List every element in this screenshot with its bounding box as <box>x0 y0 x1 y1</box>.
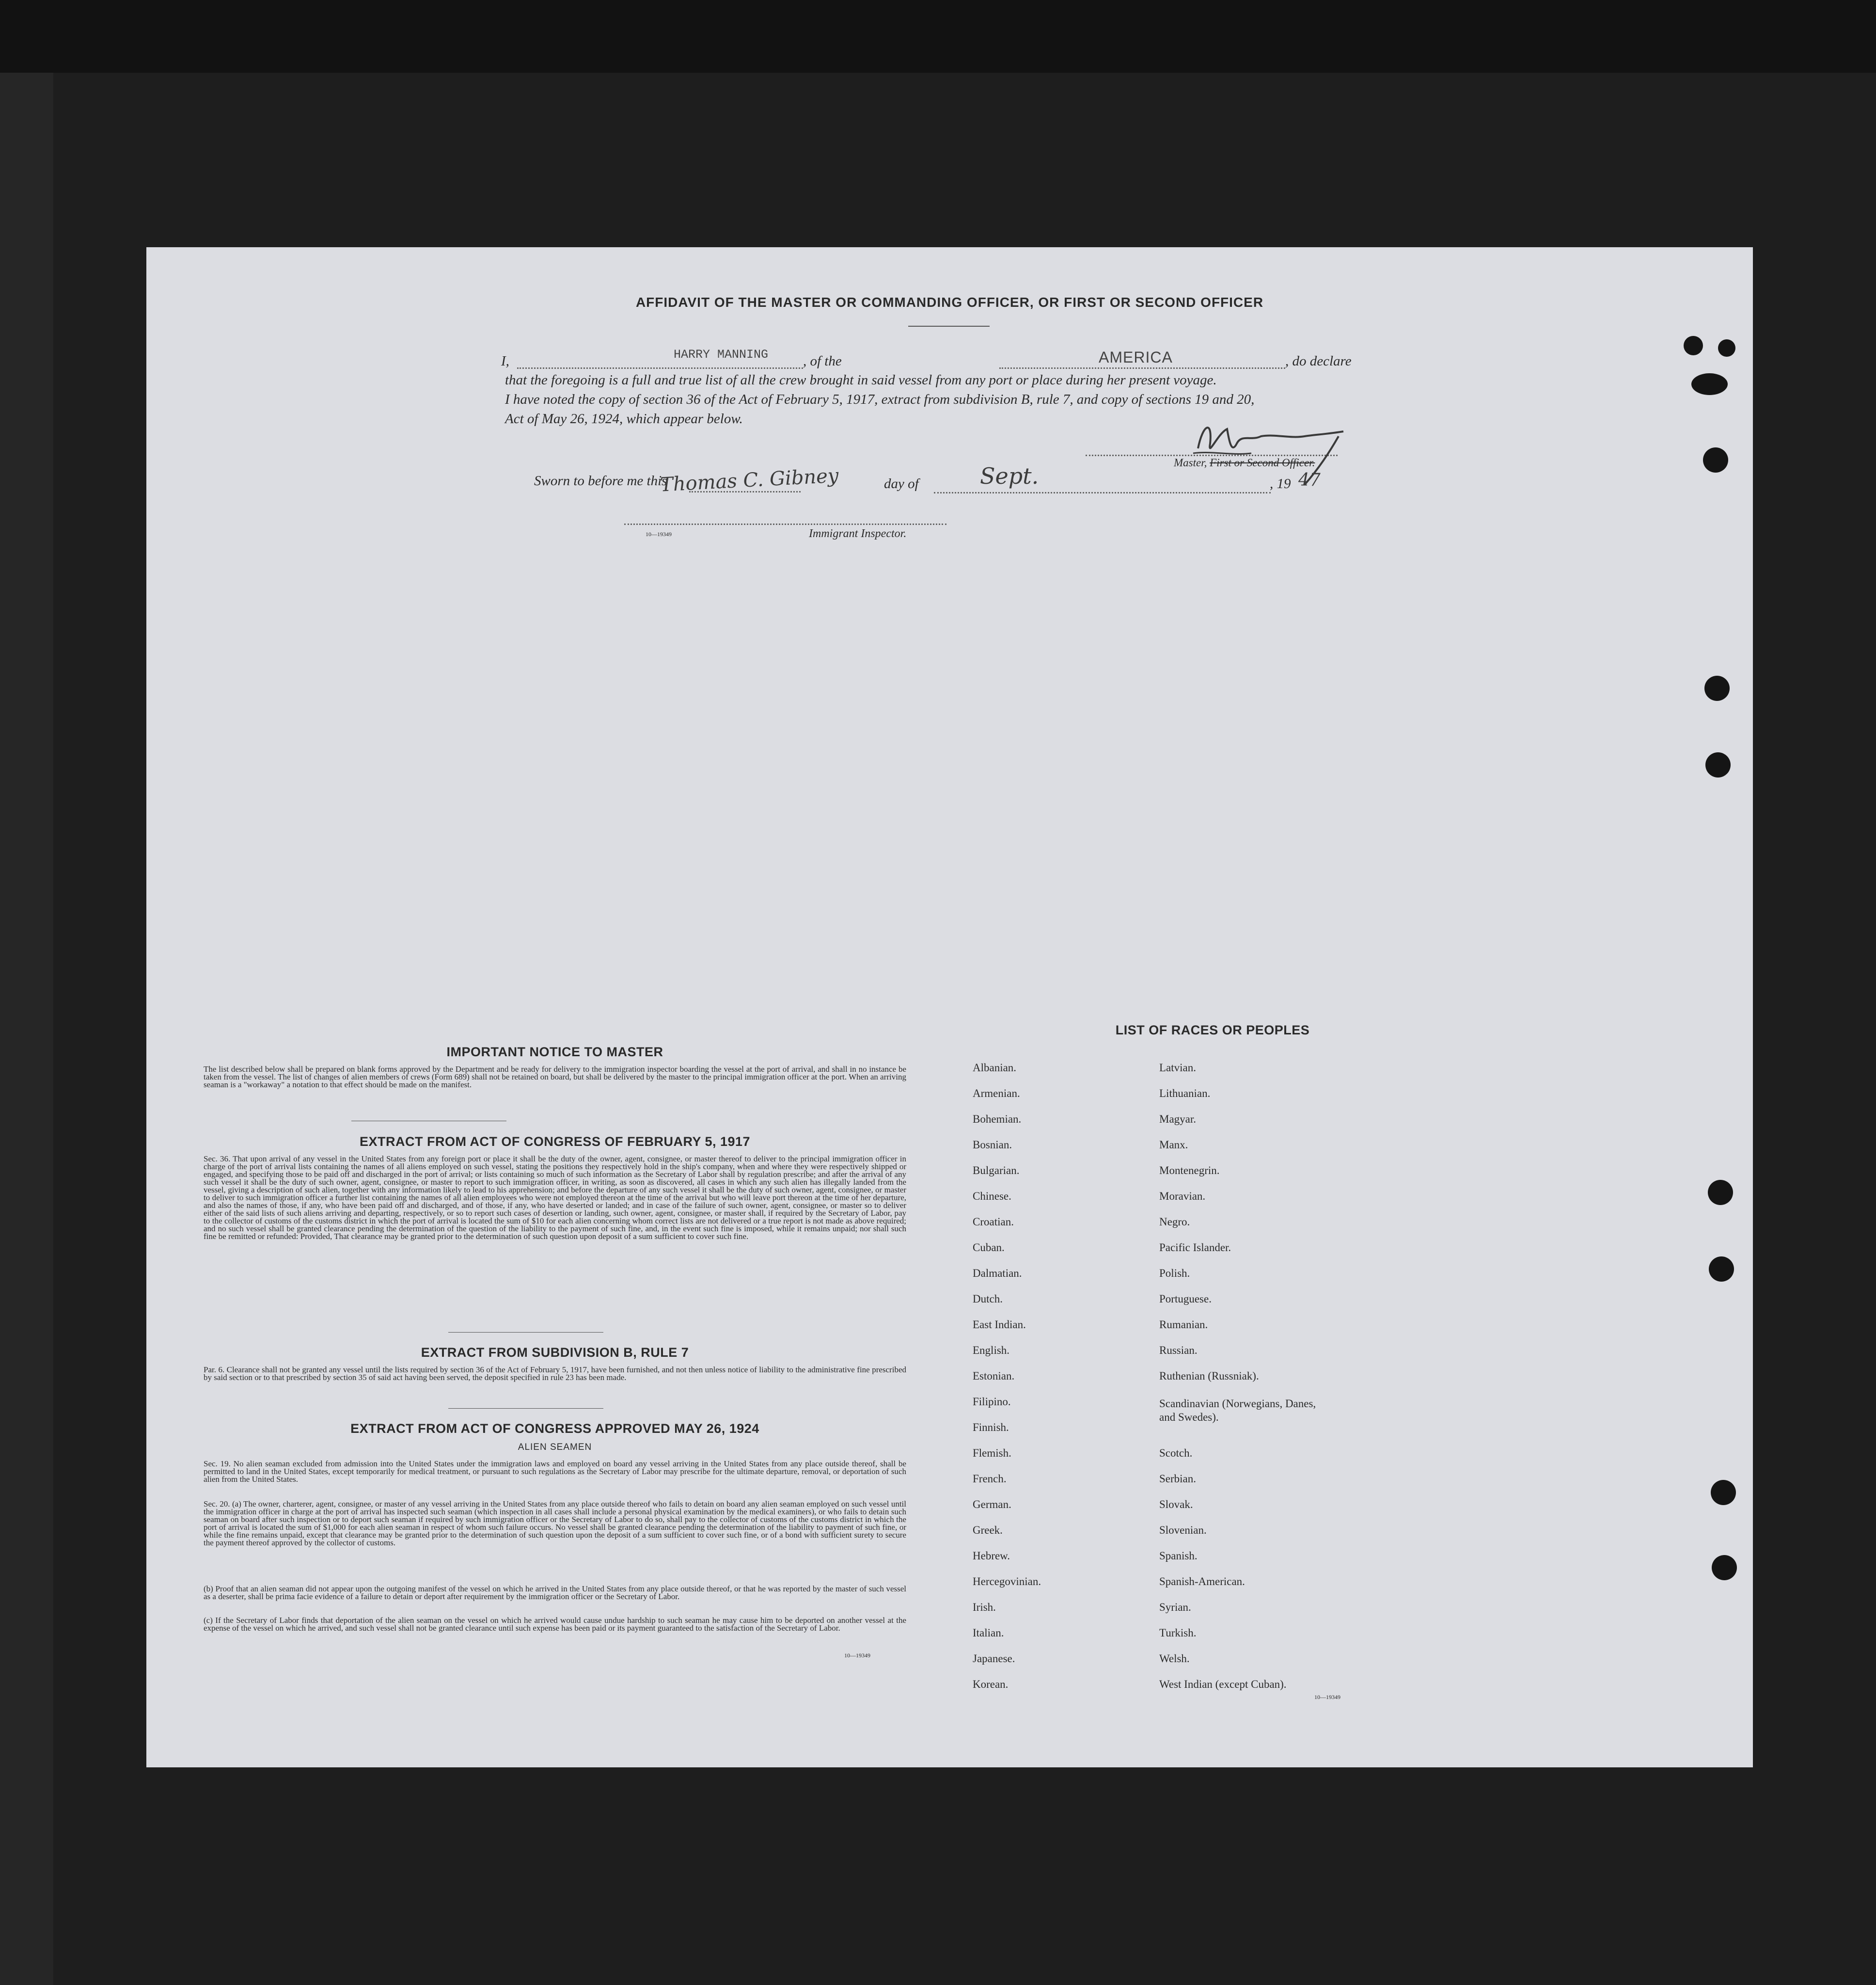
extract-1917-divider <box>448 1332 603 1333</box>
title-underline <box>908 326 990 327</box>
punch-hole <box>1712 1555 1737 1580</box>
master-officer-label <box>1174 457 1315 469</box>
of-the-label: , of the <box>803 353 842 369</box>
punch-hole <box>1703 447 1728 473</box>
year-field: 47 <box>1298 470 1321 490</box>
race-left-item: Bohemian. <box>973 1113 1022 1125</box>
race-right-item: Spanish-American. <box>1159 1575 1245 1588</box>
scan-top-border <box>0 0 1876 73</box>
races-title: LIST OF RACES OR PEOPLES <box>1115 1023 1310 1037</box>
sworn-label: Sworn to before me this <box>534 473 667 489</box>
extract-1924-subtitle: ALIEN SEAMEN <box>518 1442 592 1452</box>
race-left-item: Filipino. <box>973 1396 1011 1408</box>
inspector-label: Immigrant Inspector. <box>809 527 907 540</box>
race-left-item: Estonian. <box>973 1370 1015 1382</box>
notice-text: The list described below shall be prepared on blank forms approved by the Department and be ready for delivery to the immigration inspector boarding the vessel at the port of arrival, and shall in no instance be taken from the vessel. The list of changes of alien members of crews (Form 689) shall not be retained on board, but shall be delivered by the master to the principal immigration officer at the port. When an arriving seaman is a "workaway" a notation to that effect should be made on the manifest. <box>204 1064 906 1089</box>
race-right-item: Scandinavian (Norwegians, Danes, and Swedes). <box>1159 1397 1316 1423</box>
races-form-number: 10—19349 <box>1314 1694 1340 1700</box>
race-left-item: Japanese. <box>973 1652 1015 1665</box>
race-right-item: Ruthenian (Russniak). <box>1159 1370 1259 1382</box>
month-field: Sept. <box>980 463 1039 489</box>
punch-hole <box>1718 339 1735 357</box>
race-right-item: Russian. <box>1159 1344 1198 1356</box>
affidavit-title: AFFIDAVIT OF THE MASTER OR COMMANDING OFFICER, OR FIRST OR SECOND OFFICER <box>635 295 1264 310</box>
extract-rule7-text: Par. 6. Clearance shall not be granted any vessel until the lists required by section 36 of the Act of February 5, 1917, have been furnished, and not then unless notice of liability to the administrative fine prescribed by said section or to that prescribed by section 35 of said act having been served, the deposit specified in rule 23 has been made. <box>204 1365 906 1382</box>
master-name-line <box>517 367 803 369</box>
race-left-item: Hebrew. <box>973 1550 1010 1562</box>
master-signature <box>1183 414 1348 487</box>
punch-hole <box>1711 1480 1736 1505</box>
race-left-item: Bosnian. <box>973 1139 1012 1151</box>
race-left-item: Dutch. <box>973 1293 1003 1305</box>
punch-hole <box>1704 676 1730 701</box>
extract-1917-text: Sec. 36. That upon arrival of any vessel in the United States from any foreign port or place it shall be the duty of the owner, agent, consignee, or master thereof to deliver to the principal immigration officer in charge of the port of arrival lists containing the names of all aliens employed on such vessel, stating the positions they respectively hold in the ship's company, when and where they were respectively shipped or engaged, and specifying those to be paid off and discharged in the port of arrival; or lists containing so much of such information as the Secretary of Labor shall by regulation prescribe; and after the arrival of any such vessel it shall be the duty of such owner, agent, consignee, or master to report to such immigration officer, in writing, as soon as discovered, all cases in which any such alien has illegally landed from the vessel, giving a description of such alien, together with any information likely to lead to his apprehension; and before the departure of any such vessel it shall be the duty of such owner, agent, consignee, or master to deliver to such immigration officer a further list containing the names of all alien employees who were not employed thereon at the time of the arrival but who will leave port thereon at the time of her departure, and also the names of those, if any, who have been paid off and discharged, and of those, if any, who have deserted or landed; and in case of the failure of such owner, agent, consignee, or master so to deliver either of the said lists of such aliens arriving and departing, respectively, or so to report such cases of desertion or landing, such owner, agent, consignee, or master shall, if required by the Secretary of Labor, pay to the collector of customs of the customs district in which the port of arrival is located the sum of $10 for each alien concerning whom correct lists are not delivered or a true report is not made as above required; and no such vessel shall be granted clearance pending the determination of the question of the liability to the payment of such fine, and, in the event such fine is imposed, while it remains unpaid; nor shall such fine be remitted or refunded: Provided, That clearance may be granted prior to the determination of such question upon deposit of a sum sufficient to cover such fine. <box>204 1154 906 1241</box>
extract-form-number: 10—19349 <box>844 1652 870 1659</box>
punch-hole <box>1684 336 1703 355</box>
scan-left-border <box>0 73 53 1985</box>
notice-title: IMPORTANT NOTICE TO MASTER <box>446 1045 663 1059</box>
race-right-item: Latvian. <box>1159 1062 1196 1074</box>
affidavit-line-3: I have noted the copy of section 36 of the Act of February 5, 1917, extract from subdivision B, rule 7, and copy of sections 19 and 20, <box>505 392 1255 407</box>
race-left-item: Chinese. <box>973 1190 1011 1202</box>
race-left-item: Greek. <box>973 1524 1003 1536</box>
inspector-signature: Thomas C. Gibney <box>660 464 839 496</box>
race-right-item: Polish. <box>1159 1267 1190 1279</box>
extract-1924-title: EXTRACT FROM ACT OF CONGRESS APPROVED MAY 26, 1924 <box>350 1421 759 1436</box>
race-left-item: Korean. <box>973 1678 1009 1690</box>
vessel-name-field: AMERICA <box>1099 349 1173 366</box>
punch-hole <box>1691 373 1728 395</box>
do-declare-label: , do declare <box>1285 353 1352 369</box>
race-left-item: Bulgarian. <box>973 1164 1020 1176</box>
race-right-item: Welsh. <box>1159 1652 1190 1665</box>
year-prefix: , 19 <box>1270 476 1291 492</box>
affidavit-form-number: 10—19349 <box>646 531 672 538</box>
extract-1924-sec20c: (c) If the Secretary of Labor finds that deportation of the alien seaman on the vessel on which he arrived would cause undue hardship to such seaman he may cause him to be deported on another vessel at the expense of the vessel on which he arrived, and such vessel shall not be granted clearance until such expense has been paid or its payment guaranteed to the satisfaction of the Secretary of Labor. <box>204 1616 906 1633</box>
race-right-item: Scotch. <box>1159 1447 1193 1459</box>
race-right-item: Lithuanian. <box>1159 1087 1211 1099</box>
affidavit-line-2: that the foregoing is a full and true list of all the crew brought in said vessel from any port or place during her present voyage. <box>505 372 1217 388</box>
i-label: I, <box>501 353 509 369</box>
race-right-item: Montenegrin. <box>1159 1164 1220 1176</box>
extract-rule7-divider <box>448 1408 603 1409</box>
extract-1924-sec20b: (b) Proof that an alien seaman did not appear upon the outgoing manifest of the vessel on which he arrived in the United States from any place outside thereof, or that he was reported by the master of such vessel as a deserter, shall be prima facie evidence of a failure to detain or deport after requirement by the immigration officer or the Secretary of Labor. <box>204 1584 906 1601</box>
race-right-item: West Indian (except Cuban). <box>1159 1678 1287 1690</box>
race-right-item: Serbian. <box>1159 1473 1197 1485</box>
race-right-item: Manx. <box>1159 1139 1188 1151</box>
race-right-item: Syrian. <box>1159 1601 1191 1613</box>
month-line <box>934 492 1271 493</box>
extract-1924-sec20a: Sec. 20. (a) The owner, charterer, agent, consignee, or master of any vessel arriving in the United States from any place outside thereof who fails to detain on board any alien seaman employed on such vessel until the immigration officer in charge at the port of arrival has inspected such seaman (which inspection in all cases shall include a personal physical examination by the medical examiners), or who fails to detain such seaman on board after such inspection or to deport such seaman if required by such immigration officer or the Secretary of Labor to do so, shall pay to the collector of customs of the customs district in which the port of arrival is located the sum of $1,000 for each alien seaman in respect of whom such failure occurs. No vessel shall be granted clearance pending the determination of the liability to payment of such fine, or while the fine remains unpaid, except that clearance may be granted prior to the determination of such question upon the deposit of a sum sufficient to cover such fine, or of a bond with sufficient surety to secure the payment thereof approved by the collector of customs. <box>204 1499 906 1547</box>
race-right-item: Turkish. <box>1159 1627 1197 1639</box>
race-right-item: Pacific Islander. <box>1159 1241 1231 1254</box>
race-right-item: Rumanian. <box>1159 1318 1208 1331</box>
race-left-item: Italian. <box>973 1627 1004 1639</box>
race-right-item: Negro. <box>1159 1216 1190 1228</box>
affidavit-line-4: Act of May 26, 1924, which appear below. <box>505 411 743 427</box>
race-left-item: Albanian. <box>973 1062 1017 1074</box>
race-left-item: Armenian. <box>973 1087 1020 1099</box>
race-left-item: Hercegovinian. <box>973 1575 1041 1588</box>
race-right-item: Slovenian. <box>1159 1524 1207 1536</box>
race-left-item: Flemish. <box>973 1447 1011 1459</box>
punch-hole <box>1709 1256 1734 1282</box>
extract-1917-title: EXTRACT FROM ACT OF CONGRESS OF FEBRUARY 5, 1917 <box>359 1134 751 1149</box>
master-label-prefix: Master, <box>1174 457 1210 469</box>
race-right-item: Moravian. <box>1159 1190 1206 1202</box>
inspector-line <box>624 524 946 525</box>
race-right-item: Spanish. <box>1159 1550 1198 1562</box>
master-name-field: HARRY MANNING <box>674 348 769 362</box>
race-left-item: Cuban. <box>973 1241 1005 1254</box>
race-left-item: Croatian. <box>973 1216 1014 1228</box>
race-left-item: Irish. <box>973 1601 996 1613</box>
race-right-item: Portuguese. <box>1159 1293 1212 1305</box>
race-left-item: East Indian. <box>973 1318 1026 1331</box>
day-of-label: day of <box>884 476 919 492</box>
race-left-item: Finnish. <box>973 1421 1009 1433</box>
master-label-struck: First or Second Officer. <box>1210 457 1315 469</box>
punch-hole <box>1705 752 1731 778</box>
race-right-item: Magyar. <box>1159 1113 1197 1125</box>
extract-rule7-title: EXTRACT FROM SUBDIVISION B, RULE 7 <box>421 1345 689 1360</box>
race-left-item: English. <box>973 1344 1010 1356</box>
punch-hole <box>1708 1180 1733 1205</box>
race-left-item: German. <box>973 1498 1011 1510</box>
document-page <box>146 247 1753 1767</box>
extract-1924-sec19: Sec. 19. No alien seaman excluded from admission into the United States under the immigration laws and employed on board any vessel arriving in the United States from any place outside thereof, shall be permitted to land in the United States, except temporarily for medical treatment, or pursuant to such regulations as the Secretary of Labor may prescribe for the ultimate departure, removal, or deportation of such alien from the United States. <box>204 1459 906 1484</box>
vessel-name-line <box>999 367 1285 369</box>
race-left-item: Dalmatian. <box>973 1267 1022 1279</box>
race-left-item: French. <box>973 1473 1007 1485</box>
race-right-item: Slovak. <box>1159 1498 1193 1510</box>
